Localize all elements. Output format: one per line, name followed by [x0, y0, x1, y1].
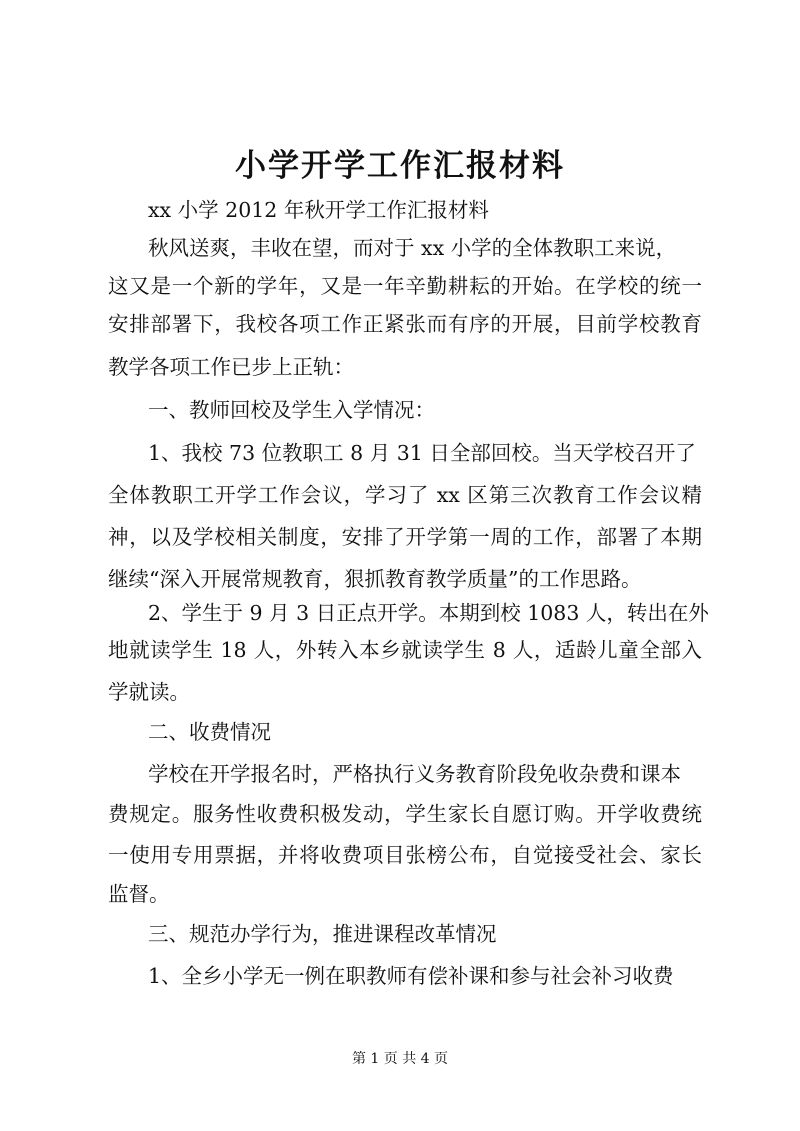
paragraph-line: 1、全乡小学无一例在职教师有偿补课和参与社会补习收费	[148, 964, 674, 988]
section-heading: 一、教师回校及学生入学情况：	[148, 398, 435, 422]
paragraph-line: 安排部署下，我校各项工作正紧张而有序的开展，目前学校教育	[108, 312, 702, 336]
paragraph-line: 一使用专用票据，并将收费项目张榜公布，自觉接受社会、家长	[108, 843, 702, 867]
paragraph-line: 继续“深入开展常规教育，狠抓教育教学质量”的工作思路。	[108, 567, 642, 591]
paragraph-line: 监督。	[108, 882, 170, 906]
paragraph-line: 全体教职工开学工作会议，学习了 xx 区第三次教育工作会议精	[108, 483, 702, 507]
section-heading: 二、收费情况	[148, 720, 271, 744]
paragraph-line: 费规定。服务性收费积极发动，学生家长自愿订购。开学收费统	[108, 802, 702, 826]
paragraph-line: 神，以及学校相关制度，安排了开学第一周的工作，部署了本期	[108, 525, 702, 549]
paragraph-line: 学就读。	[108, 680, 190, 704]
paragraph-line: 教学各项工作已步上正轨：	[108, 355, 354, 379]
paragraph-line: 这又是一个新的学年，又是一年辛勤耕耘的开始。在学校的统一	[108, 274, 702, 298]
paragraph-line: 2、学生于 9 月 3 日正点开学。本期到校 1083 人，转出在外	[148, 601, 709, 625]
section-heading: 三、规范办学行为，推进课程改革情况	[148, 922, 497, 946]
page-number: 第 1 页 共 4 页	[351, 1051, 449, 1067]
paragraph-line: 1、我校 73 位教职工 8 月 31 日全部回校。当天学校召开了	[148, 441, 696, 465]
paragraph-line: 地就读学生 18 人，外转入本乡就读学生 8 人，适龄儿童全部入	[108, 638, 702, 662]
subtitle-line: xx 小学 2012 年秋开学工作汇报材料	[148, 198, 489, 222]
paragraph-line: 秋风送爽，丰收在望，而对于 xx 小学的全体教职工来说，	[148, 236, 677, 260]
paragraph-line: 学校在开学报名时，严格执行义务教育阶段免收杂费和课本	[148, 762, 681, 786]
document-title: 小学开学工作汇报材料	[235, 148, 565, 184]
